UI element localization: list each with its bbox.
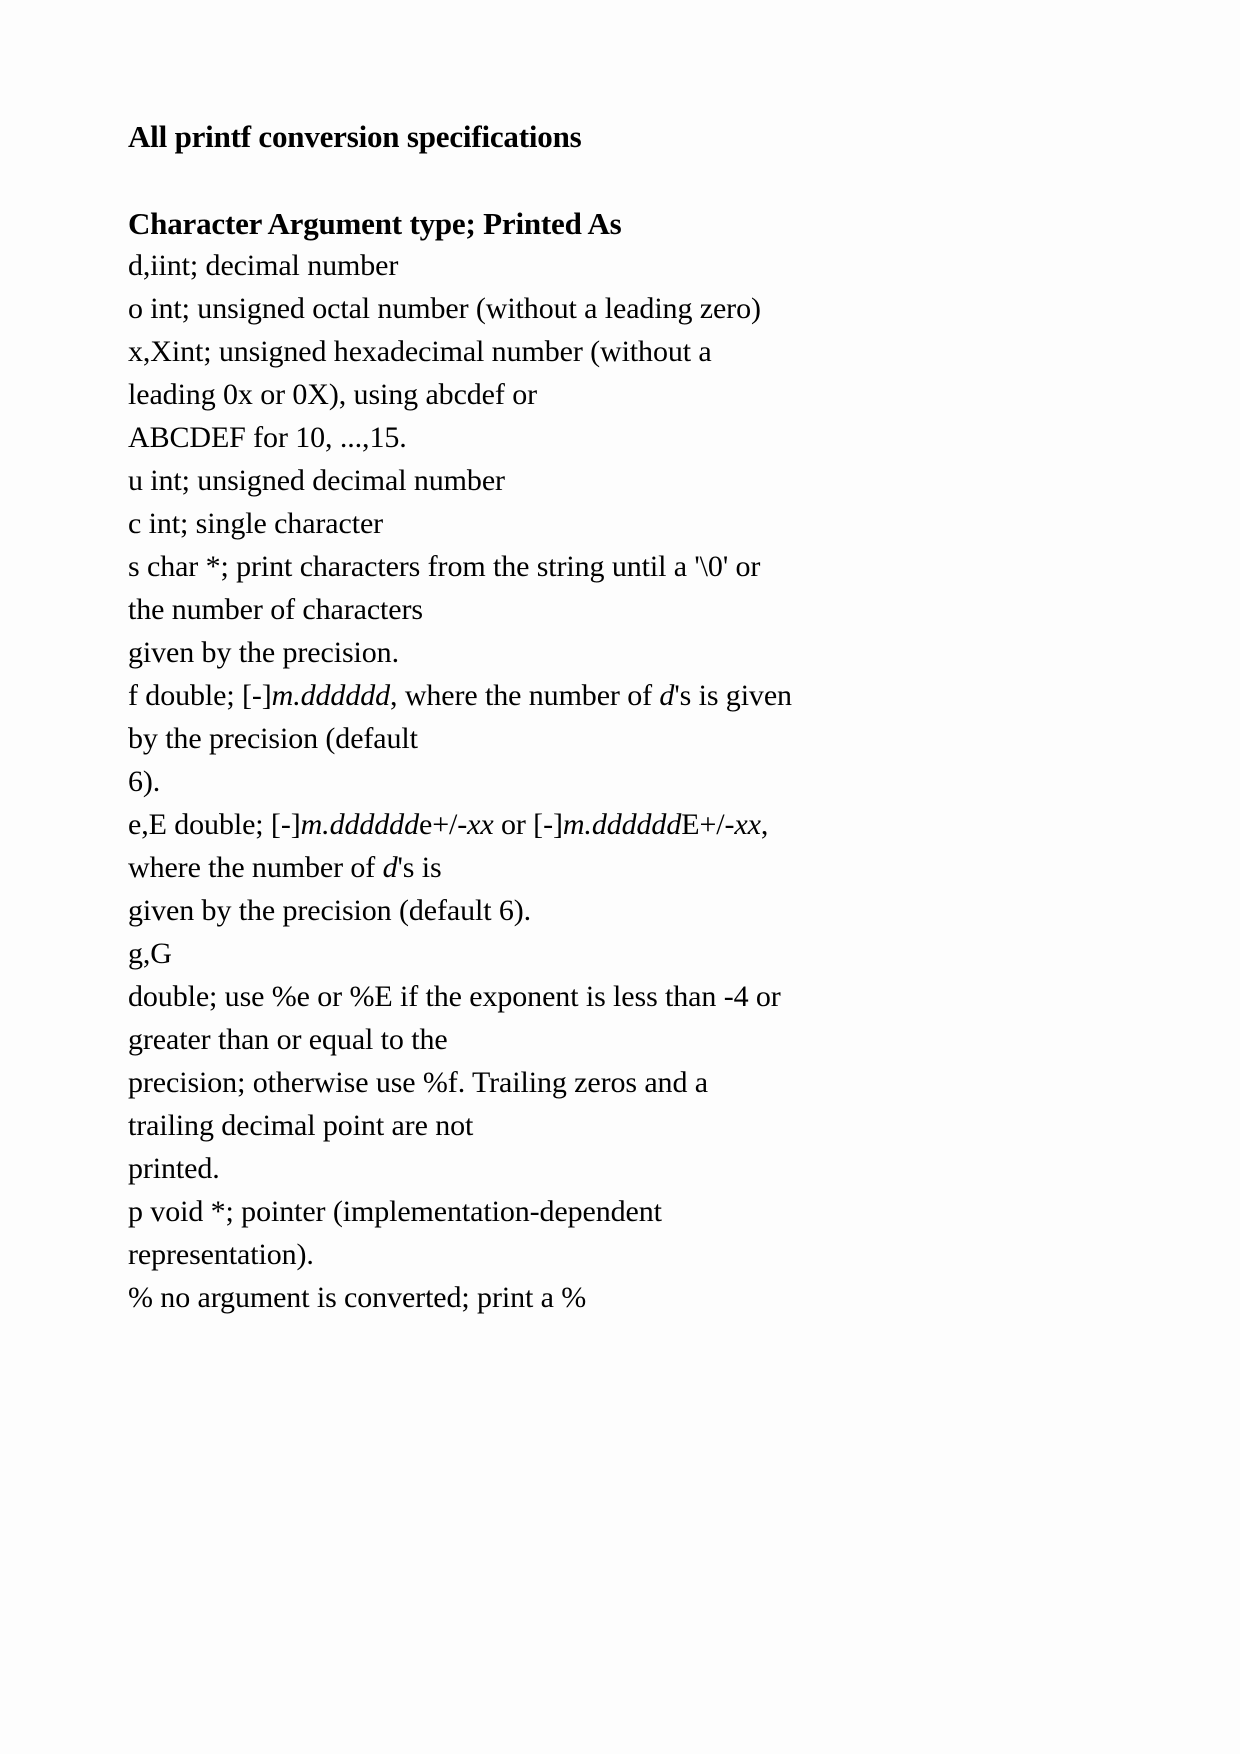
spec-line: % no argument is converted; print a % bbox=[128, 1280, 587, 1314]
spec-line: trailing decimal point are not bbox=[128, 1108, 474, 1142]
document-body bbox=[128, 118, 1028, 1319]
spec-line: e,E double; [-]m.dddddde+/-xx or [-]m.ddddddE+/-xx, bbox=[128, 807, 769, 841]
spec-line: 6). bbox=[128, 764, 161, 798]
spec-line: s char *; print characters from the string until a '\0' or bbox=[128, 549, 761, 583]
spec-line: f double; [-]m.dddddd, where the number of d's is given bbox=[128, 678, 792, 712]
spec-line: where the number of d's is bbox=[128, 850, 442, 884]
spec-line: d,iint; decimal number bbox=[128, 248, 399, 282]
section-heading: Character Argument type; Printed As bbox=[128, 206, 622, 242]
spec-line: precision; otherwise use %f. Trailing zeros and a bbox=[128, 1065, 708, 1099]
title-spacer bbox=[128, 155, 1028, 205]
spec-line: leading 0x or 0X), using abcdef or bbox=[128, 377, 537, 411]
spec-line: u int; unsigned decimal number bbox=[128, 463, 505, 497]
spec-line: c int; single character bbox=[128, 506, 384, 540]
spec-line: ABCDEF for 10, ...,15. bbox=[128, 420, 407, 454]
spec-line: representation). bbox=[128, 1237, 314, 1271]
spec-line: o int; unsigned octal number (without a leading zero) bbox=[128, 291, 761, 325]
spec-line: x,Xint; unsigned hexadecimal number (without a bbox=[128, 334, 712, 368]
page-title: All printf conversion specifications bbox=[128, 119, 582, 154]
spec-line: printed. bbox=[128, 1151, 220, 1185]
spec-line: given by the precision (default 6). bbox=[128, 893, 532, 927]
spec-line: given by the precision. bbox=[128, 635, 399, 669]
spec-line: double; use %e or %E if the exponent is less than -4 or bbox=[128, 979, 781, 1013]
spec-line: greater than or equal to the bbox=[128, 1022, 448, 1056]
spec-line: p void *; pointer (implementation-dependent bbox=[128, 1194, 662, 1228]
spec-line-list bbox=[128, 244, 1028, 1319]
spec-line: g,G bbox=[128, 936, 172, 970]
spec-line: the number of characters bbox=[128, 592, 423, 626]
spec-line: by the precision (default bbox=[128, 721, 418, 755]
